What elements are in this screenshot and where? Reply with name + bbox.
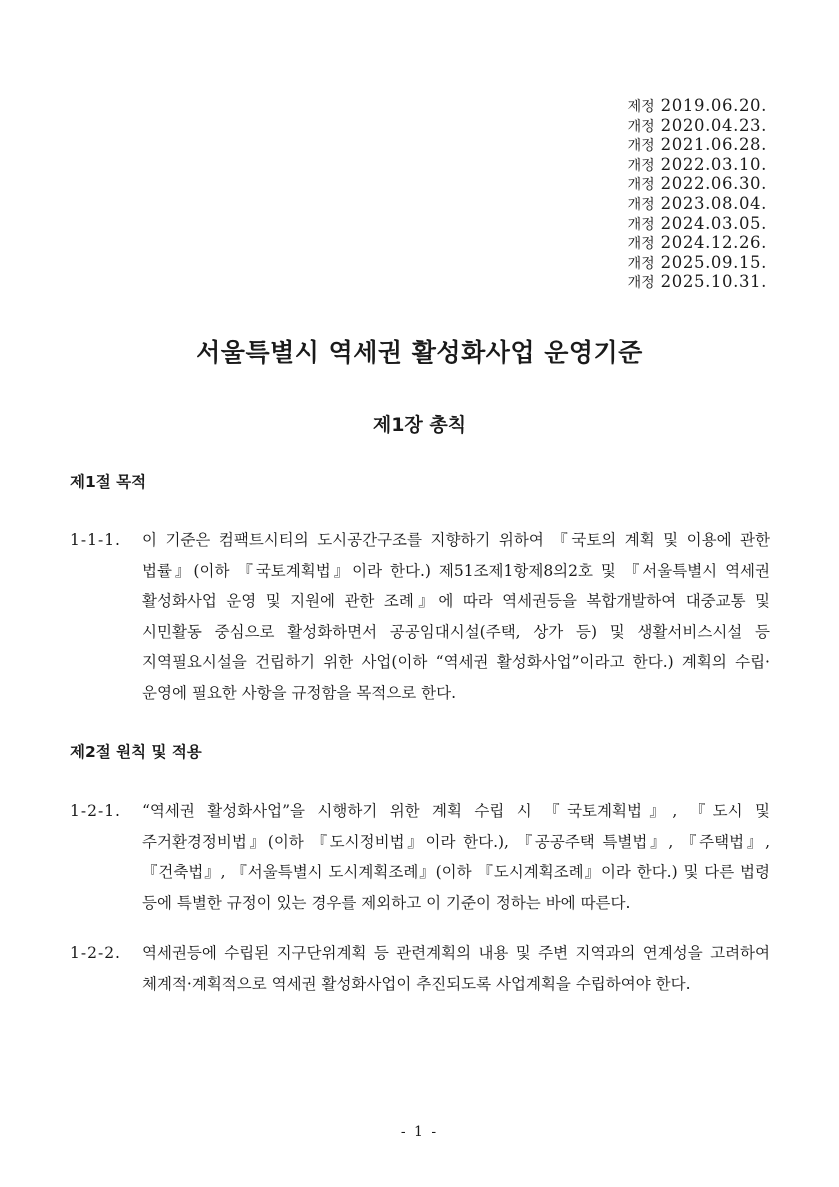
revision-label: 개정 [627, 118, 655, 135]
clause-number: 1-2-1. [70, 802, 121, 820]
revision-label: 개정 [627, 177, 655, 194]
chapter-title: 제1장 총칙 [372, 414, 467, 436]
page-number: - 1 - [400, 1124, 439, 1140]
revision-date: 2023.08.04. [660, 193, 767, 213]
revision-label: 개정 [627, 196, 655, 213]
revision-row [628, 175, 767, 195]
revision-row [628, 136, 767, 156]
revision-date: 2021.06.28. [660, 135, 767, 155]
revision-date: 2025.09.15. [660, 252, 767, 272]
document-title: 서울특별시 역세권 활성화사업 운영기준 [196, 338, 643, 367]
revision-label: 개정 [627, 255, 655, 272]
clause-number: 1-1-1. [70, 531, 121, 549]
clause-1-2-2 [70, 938, 770, 999]
clause-text: 역세권등에 수립된 지구단위계획 등 관련계획의 내용 및 주변 지역과의 연계성을 고려하여 체계적·계획적으로 역세권 활성화사업이 추진되도록 사업계획을 수립하여야 한다. [142, 944, 770, 993]
revision-date: 2022.06.30. [660, 174, 767, 194]
revision-label: 개정 [627, 275, 655, 292]
revision-date: 2019.06.20. [660, 96, 767, 115]
revision-row [628, 254, 767, 274]
revision-row [628, 117, 767, 137]
revision-label: 개정 [627, 157, 655, 174]
clause-text: “역세권 활성화사업”을 시행하기 위한 계획 수립 시 『국토계획법』, 『도시 및 주거환경정비법』(이하 『도시정비법』이라 한다.), 『공공주택 특별법』, 『주택법』, 『건축법』, 『서울특별시 도시계획조례』(이하 『도시계획조례』이라 한다.) 및 다른 법령 등에 특별한 규정이 있는 경우를 제외하고 이 기준이 정하는 바에 따른다. [142, 802, 770, 912]
revision-row [628, 97, 767, 117]
revision-date: 2025.10.31. [660, 272, 767, 292]
clause-1-2-1 [70, 796, 770, 918]
clause-number: 1-2-2. [70, 944, 121, 962]
revision-history [628, 97, 767, 293]
clause-1-1-1 [70, 525, 770, 708]
revision-date: 2022.03.10. [660, 154, 767, 174]
revision-label: 개정 [627, 236, 655, 253]
revision-label: 개정 [627, 138, 655, 155]
revision-label: 제정 [627, 99, 655, 115]
revision-row [628, 215, 767, 235]
section-heading-principles: 제2절 원칙 및 적용 [70, 743, 202, 761]
clause-text: 이 기준은 컴팩트시티의 도시공간구조를 지향하기 위하여 『국토의 계획 및 이용에 관한 법률』(이하 『국토계획법』이라 한다.) 제51조제1항제8의2호 및 『서울특별시 역세권 활성화사업 운영 및 지원에 관한 조례』에 따라 역세권등을 복합개발하여 대중교통 및 시민활동 중심으로 활성화하면서 공공임대시설(주택, 상가 등) 및 생활서비스시설 등 지역필요시설을 건립하기 위한 사업(이하 “역세권 활성화사업”이라고 한다.) 계획의 수립·운영에 필요한 사항을 규정함을 목적으로 한다. [142, 531, 770, 702]
revision-row [628, 156, 767, 176]
revision-date: 2024.03.05. [660, 213, 767, 233]
revision-row [628, 234, 767, 254]
section-heading-purpose: 제1절 목적 [70, 473, 147, 491]
revision-row [628, 273, 767, 293]
revision-date: 2020.04.23. [660, 115, 767, 135]
revision-label: 개정 [627, 216, 655, 233]
revision-row [628, 195, 767, 215]
revision-date: 2024.12.26. [660, 233, 767, 253]
